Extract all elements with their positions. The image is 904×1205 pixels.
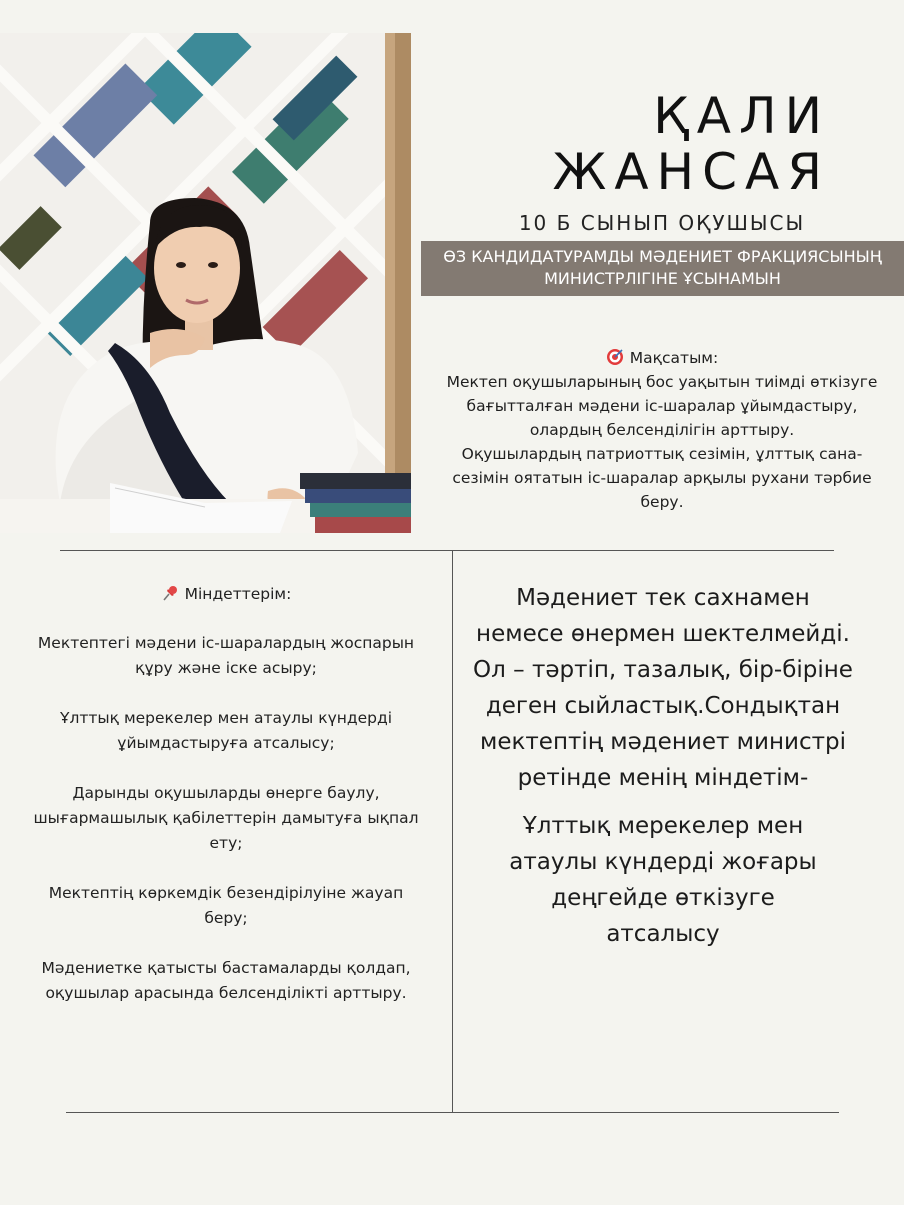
quote-line: ретінде менің міндетім- — [517, 765, 809, 791]
top-divider — [60, 550, 834, 551]
duty-line: Ұлттық мерекелер мен атаулы күндерді — [59, 709, 393, 727]
goal-line: олардың белсенділігін арттыру. — [529, 421, 795, 439]
duty-item — [0, 781, 452, 856]
candidate-name — [552, 88, 830, 200]
goal-section — [420, 346, 904, 514]
quote-line: Ұлттық мерекелер мен — [522, 813, 804, 839]
duties-heading — [0, 582, 452, 607]
goal-heading — [606, 346, 718, 370]
duty-line: Мәдениетке қатысты бастамаларды қолдап, — [41, 959, 411, 977]
goal-line: Мектеп оқушыларының бос уақытын тиімді өткізуге — [446, 373, 878, 391]
duty-line: беру; — [204, 909, 248, 927]
banner-line-2: МИНИСТРЛІГІНЕ ҰСЫНАМЫН — [544, 269, 781, 288]
duty-line: құру және іске асыру; — [135, 659, 317, 677]
goal-line: Оқушылардың патриоттық сезімін, ұлттық сана- — [461, 445, 863, 463]
duties-section — [0, 582, 452, 1031]
candidacy-banner — [421, 241, 904, 296]
duty-item — [0, 706, 452, 756]
bottom-divider — [66, 1112, 839, 1113]
pushpin-icon — [161, 584, 179, 602]
banner-line-1: ӨЗ КАНДИДАТУРАМДЫ МӘДЕНИЕТ ФРАКЦИЯСЫНЫҢ — [443, 247, 882, 266]
name-line-1: ҚАЛИ — [653, 87, 830, 145]
duty-line: Дарынды оқушыларды өнерге баулу, — [72, 784, 380, 802]
quote-line: деңгейде өткізуге — [551, 885, 775, 911]
goal-heading-text: Мақсатым: — [629, 349, 719, 367]
duty-line: ұйымдастыруға атсалысу; — [117, 734, 335, 752]
duty-item — [0, 956, 452, 1006]
duty-line: ету; — [209, 834, 243, 852]
duty-line: шығармашылық қабілеттерін дамытуға ықпал — [33, 809, 419, 827]
quote-line: атаулы күндерді жоғары — [509, 849, 817, 875]
target-icon — [606, 348, 624, 366]
goal-line: бағытталған мәдени іс-шаралар ұйымдастыру, — [466, 397, 858, 415]
duty-line: Мектептің көркемдік безендірілуіне жауап — [48, 884, 404, 902]
quote-line: Мәдениет тек сахнамен — [516, 585, 810, 611]
quote-line: немесе өнермен шектелмейді. — [476, 621, 850, 647]
quote-line: атсалысу — [606, 921, 720, 947]
quote-line: мектептің мәдениет министрі — [480, 729, 846, 755]
grade-label: 10 Б СЫНЫП ОҚУШЫСЫ — [518, 211, 806, 235]
quote-line: деген сыйластық.Сондықтан — [485, 693, 841, 719]
quote-line: Ол – тәртіп, тазалық, бір-біріне — [473, 657, 853, 683]
goal-text — [420, 370, 904, 514]
goal-line: беру. — [640, 493, 684, 511]
quote-paragraph-1 — [453, 580, 873, 796]
quote-paragraph-2 — [453, 808, 873, 952]
duties-heading-text: Міндеттерім: — [184, 585, 292, 603]
goal-line: сезімін оятатын іс-шаралар арқылы рухани тәрбие — [452, 469, 872, 487]
culture-quote — [453, 580, 873, 952]
duty-line: Мектептегі мәдени іс-шаралардың жоспарын — [37, 634, 415, 652]
duty-line: оқушылар арасында белсенділікті арттыру. — [45, 984, 407, 1002]
name-line-2: ЖАНСАЯ — [552, 143, 830, 201]
duty-item — [0, 881, 452, 931]
portrait-photo — [0, 33, 411, 533]
duty-item — [0, 631, 452, 681]
